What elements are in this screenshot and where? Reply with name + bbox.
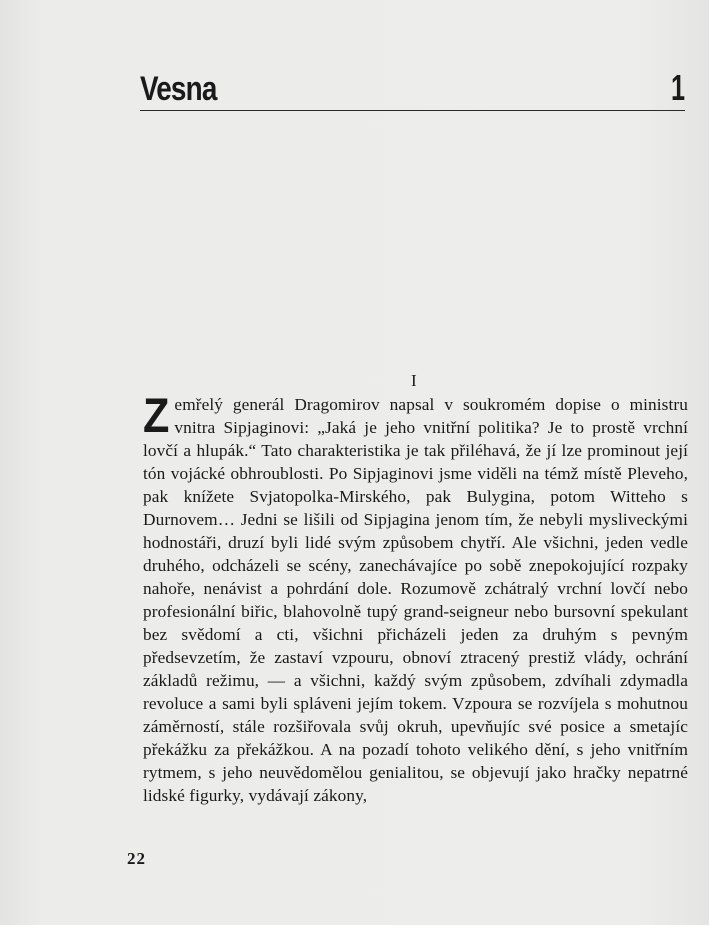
body-text: emřelý generál Dragomirov napsal v soukromém dopise o ministru vnitra Sipjaginovi: „Jaká je jeho vnitřní politika? Je to prostě vrchní lovčí a hlupák.“ Tato charakteristika je tak přiléhavá, že jí lze prominout její tón vojácké obhroublosti. Po Sipjaginovi jsme viděli na témž místě Pleveho, pak knížete Svjatopolka-Mirského, pak Bulygina, potom Witteho s Durnovem… Jedni se lišili od Sipjagina jenom tím, že nebyli mysliveckými hodnostáři, druzí byli lidé svým způsobem chytří. Ale všichni, jeden vedle druhého, odcházeli se scény, zanechávajíce po sobě znepokojující rozpaky nahoře, nenávist a pohrdání dole. Rozumově zchátralý vrchní lovčí nebo profesionální biřic, blahovolně tupý grand-seigneur nebo bursovní spekulant bez svědomí a cti, všichni přicházeli jeden za druhým s pevným předsevzetím, že zastaví vzpouru, obnoví ztracený prestiž vlády, ochrání základů režimu, — a všichni, každý svým způsobem, zdvíhali zdymadla revoluce a sami byli spláveni jejím tokem. Vzpoura se rozvíjela s mohutnou záměrností, stále rozšiřovala svůj okruh, upevňujíc své posice a smetajíc překážku za překážkou. A na pozadí tohoto velikého dění, s jeho vnitřním rytmem, s jeho neuvědomělou genialitou, se objevují jako hračky nepatrné lidské figurky, vydávají zákony, bbox=[143, 395, 688, 805]
chapter-title: Vesna bbox=[140, 70, 217, 108]
section-numeral: I bbox=[411, 371, 417, 390]
chapter-header bbox=[140, 62, 685, 111]
chapter-number: 1 bbox=[670, 67, 685, 108]
body-paragraph bbox=[143, 390, 688, 807]
page-number: 22 bbox=[127, 849, 146, 868]
drop-cap: Z bbox=[143, 390, 170, 443]
